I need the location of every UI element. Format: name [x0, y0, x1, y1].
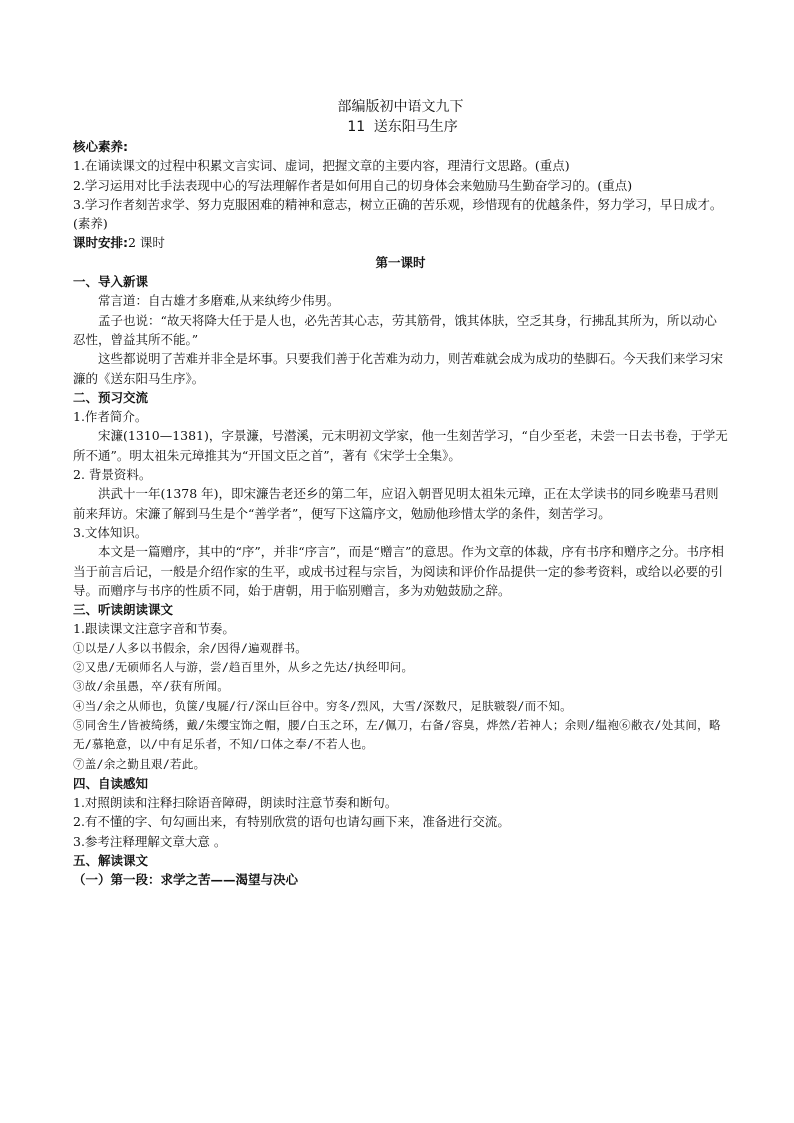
goal-3: 3.学习作者刻苦求学、努力克服困难的精神和意志，树立正确的苦乐观，珍惜现有的优越条件，努力学习，早日成才。	[73, 196, 723, 212]
reading-intro: 1.跟读课文注意字音和节奏。	[73, 621, 235, 637]
core-literacy-label: 核心素养:	[73, 139, 128, 154]
section-1-paragraph-1: 常言道：自古雄才多磨难,从来纨绔少伟男。	[98, 293, 340, 309]
self-reading-item-3: 3.参考注释理解文章大意 。	[73, 833, 227, 849]
genre-text: 本文是一篇赠序，其中的“序”，并非“序言”，而是“赠言”的意思。作为文章的体裁，序有书序和赠序之分。书序相当于前言后记，一般是介绍作家的生平，或成书过程与宗旨，为阅读和评价作品提供一定的参考资料，或给以必要的引导。而赠序与书序的性质不同，始于唐朝，用于临别赠言，多为劝勉鼓励之辞。	[73, 544, 724, 598]
section-1-heading: 一、导入新课	[73, 274, 149, 290]
genre-title: 3.文体知识。	[73, 524, 148, 540]
self-reading-item-1: 1.对照朗读和注释扫除语音障碍，朗读时注意节奏和断句。	[73, 795, 398, 811]
section-5-subheading: （一）第一段：求学之苦——渴望与决心	[73, 872, 299, 888]
class-hours	[73, 233, 728, 252]
section-3-heading: 三、听读朗读课文	[73, 602, 174, 618]
reading-sentence-5: ⑤同舍生/皆被绮绣，戴/朱缨宝饰之帽，腰/白玉之环，左/佩刀，右备/容臭，烨然/若神人；余则/缊袍⑥敝衣/处其间，略无/慕艳意，以/中有足乐者，不知/口体之奉/不若人也。	[73, 717, 721, 752]
class-hours-label: 课时安排:	[73, 235, 128, 251]
reading-sentence-3: ③故/余虽愚，卒/获有所闻。	[73, 679, 230, 694]
background-title: 2. 背景资料。	[73, 467, 152, 483]
class-hours-value: 2 课时	[128, 235, 165, 251]
author-intro-text: 宋濂(1310—1381)，字景濂，号潜溪，元末明初文学家，他一生刻苦学习，“自少至老，未尝一日去书卷，于学无所不通”。明太祖朱元璋推其为“开国文臣之首”，著有《宋学士全集》。	[73, 428, 728, 463]
reading-sentence-4: ④当/余之从师也，负箧/曳屣/行/深山巨谷中。穷冬/烈风，大雪/深数尺，足肤皲裂/而不知。	[73, 698, 572, 713]
section-5-heading: 五、解读课文	[73, 852, 149, 868]
self-reading-item-2: 2.有不懂的字、句勾画出来，有特别欣赏的语句也请勾画下来，准备进行交流。	[73, 814, 510, 830]
lesson-number: 11	[347, 119, 366, 135]
section-1-paragraph-2: 孟子也说：“故天将降大任于是人也，必先苦其心志，劳其筋骨，饿其体肤，空乏其身，行拂乱其所为，所以动心忍性，曾益其所不能。”	[73, 312, 717, 347]
document-page	[73, 97, 728, 890]
first-lesson-heading: 第一课时	[375, 254, 426, 270]
goal-1: 1.在诵读课文的过程中积累文言实词、虚词，把握文章的主要内容，理清行文思路。(重点)	[73, 158, 570, 174]
goal-2: 2.学习运用对比手法表现中心的写法理解作者是如何用自己的切身体会来勉励马生勤奋学习的。(重点)	[73, 177, 633, 193]
doc-title: 部编版初中语文九下	[337, 99, 464, 115]
section-1-paragraph-3: 这些都说明了苦难并非全是坏事。只要我们善于化苦难为动力，则苦难就会成为成功的垫脚石。今天我们来学习宋濂的《送东阳马生序》。	[73, 351, 724, 386]
section-4-heading: 四、自读感知	[73, 775, 149, 791]
background-text: 洪武十一年(1378 年)，即宋濂告老还乡的第二年，应诏入朝晋见明太祖朱元璋，正在太学读书的同乡晚辈马君则前来拜访。宋濂了解到马生是个“善学者”，便写下这篇序文，勉励他珍惜太学的条件，刻苦学习。	[73, 486, 719, 521]
author-intro-title: 1.作者简介。	[73, 409, 148, 425]
reading-sentence-7: ⑦盖/余之勤且艰/若此。	[73, 756, 206, 771]
goal-3-tag: (素养)	[73, 216, 108, 232]
reading-sentence-2: ②又患/无硕师名人与游，尝/趋百里外，从乡之先达/执经叩问。	[73, 660, 414, 675]
lesson-title-line	[73, 117, 728, 137]
section-2-heading: 二、预习交流	[73, 389, 149, 405]
reading-sentence-1: ①以是/人多以书假余，余/因得/遍观群书。	[73, 640, 308, 655]
lesson-title: 送东阳马生序	[373, 119, 458, 135]
